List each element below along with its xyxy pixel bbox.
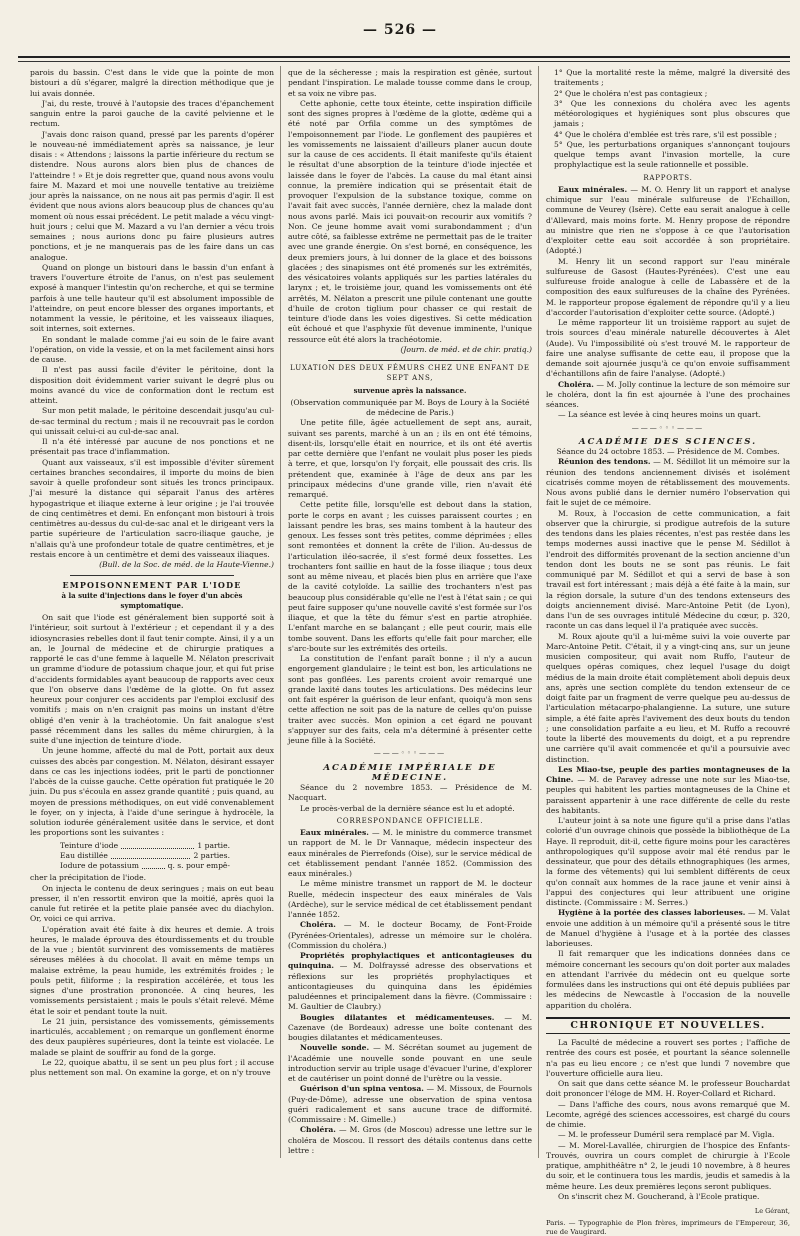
paragraph: — Dans l'affiche des cours, nous avons remarqué que M. Lecomte, agrégé des sciences accessoires, est chargé du cours de chimie.: [546, 1099, 790, 1129]
section-title-chronique: CHRONIQUE ET NOUVELLES.: [546, 1017, 790, 1034]
column-1: [30, 68, 274, 1158]
paragraph: que de la sécheresse ; mais la respiration est gênée, surtout pendant l'inspiration. Le malade tousse comme dans le croup, et sa voix ne vibre pas.: [288, 68, 532, 98]
report-item: Hygiène à la portée des classes laborieuses. — M. Valat envoie une addition à un mémoire qu'il a présenté sous le titre de Manuel d'hygiène à l'usage et à la portée des classes laborieuses.: [546, 908, 791, 948]
paragraph: — M. Morel-Lavallée, chirurgien de l'hospice des Enfants-Trouvés, ouvrira un cours complet de chirurgie à l'Ecole pratique, amphithéâtre n° 2, le jeudi 10 novembre, à 8 heures du soir, et le continuera tous les mardis, jeudis et samedis à la même heure. Les deux premières leçons seront publiques.: [546, 1140, 790, 1191]
paragraph: parois du bassin. C'est dans le vide que la pointe de mon bistouri a dû s'égarer, malgré la direction méthodique que je lui avais donnée.: [30, 68, 274, 98]
list-item: 3° Que les connexions du choléra avec les agents météorologiques et hygiéniques sont plus obscures que jamais ;: [554, 98, 790, 129]
report-item: M. Henry lit un second rapport sur l'eau minérale sulfureuse de Gasost (Hautes-Pyrénées). C'est une eau sulfureuse froide analogue à celle de Labassère et de la composition des eaux sulfureuses de la chaîne des Pyrénées. M. le rapporteur propose également de répondre qu'il y a lieu d'accorder l'autorisation d'exploiter cette source. (Adopté.): [546, 256, 790, 317]
correspondance-title: CORRESPONDANCE OFFICIELLE.: [336, 816, 484, 825]
list-item: 4° Que le choléra d'emblée est très rare, s'il est possible ;: [554, 129, 777, 139]
seance-line: Séance du 2 novembre 1853. — Présidence de M. Nacquart.: [288, 783, 532, 803]
paragraph: cher la précipitation de l'iode.: [30, 873, 146, 883]
paragraph: Un jeune homme, affecté du mal de Pott, portait aux deux cuisses des abcès par congestion. M. Nélaton, désirant essayer dans ce cas les injections iodées, prit le parti de ponctionner l'abcès de la cuisse gauche. Cette opération fut pratiquée le 20 juin. Du pus s'écoula en assez grande quantité ; puis quand, au moyen de pressions méthodiques, on eut vidé convenablement le foyer, on y injecta, à l'aide d'une seringue à hydrocèle, la solution iodurée généralement usitée dans le service, et dont les proportions sont les suivantes :: [30, 746, 274, 838]
list-item: 5° Que, les perturbations organiques s'annonçant toujours quelque temps avant l'invasion mortelle, la cure prophylactique est la seule rationnelle et possible.: [554, 139, 790, 170]
paragraph: — M. le professeur Duméril sera remplacé par M. Vigla.: [558, 1130, 775, 1140]
list-item: 2° Que le choléra n'est pas contagieux ;: [554, 88, 708, 98]
report-item: L'auteur joint à sa note une figure qu'il a prise dans l'atlas colorié d'un ouvrage chinois que possède la bibliothèque de La Haye. Il reproduit, dit-il, cette figure moins pour les caractères anthropologiques qu'il suppose avoir mal été rendus par le dessinateur, que pour des détails ethnographiques (les armes, la forme des vêtements) qui lui semblent différents de ceux qu'on connaît aux hommes de la race jaune et venir ainsi à l'appui des conjectures qui leur attribuent une origine distincte. (Commissaire : M. Serres.): [546, 816, 790, 907]
section-title-academie-sciences: ACADÉMIE DES SCIENCES.: [578, 436, 758, 447]
recipe-list: [60, 841, 274, 872]
report-item: Bougies dilatantes et médicamenteuses. — M. Cazenave (de Bordeaux) adresse une boîte contenant des bougies dilatantes et médicamenteuses.: [288, 1012, 532, 1042]
paragraph: Il n'est pas aussi facile d'éviter le péritoine, dont la disposition doit évidemment varier suivant le degré plus ou moins avancé du vice de conformation dont le rectum est atteint.: [30, 365, 274, 405]
column-divider: [538, 66, 539, 1158]
paragraph: Le 22, quoique abattu, il se sent un peu plus fort ; il accuse plus nettement son mal. On examine la gorge, et on n'y trouve: [30, 1057, 274, 1077]
section-title-academie-medecine: ACADÉMIE IMPÉRIALE DE MÉDECINE.: [323, 762, 497, 783]
report-item: Nouvelle sonde. — M. Sécrétan soumet au jugement de l'Académie une nouvelle sonde pouvant en une seule introduction servir au triple usage d'évacuer l'urine, d'explorer et de cautériser un point donné de l'urètre ou la vessie.: [288, 1043, 532, 1083]
paragraph: On sait que l'iode est généralement bien supporté soit à l'intérieur, soit surtout à l'extérieur ; et cependant il y a des idiosyncrasies rebelles dont il faut tenir compte. Ainsi, il y a un an, le Journal de médecine et de chirurgie pratiques a rapporté le cas d'une femme à laquelle M. Nélaton prescrivait un gramme d'iodure de potassium chaque jour, et qui fut prise d'accidents formidables ayant beaucoup de rapports avec ceux que l'on observe dans l'œdème de la glotte. On fut assez heureux pour conjurer ces accidents par l'emploi exclusif des vomitifs ; mais on n'en craignit pas moins un instant d'être obligé d'en venir à la trachéotomie. Un fait analogue s'est passé récemment dans les salles du même chirurgien, à la suite d'une injection de teinture d'iode.: [30, 613, 274, 745]
paragraph: Cette aphonie, cette toux éteinte, cette inspiration difficile sont des signes propres à l'œdème de la glotte, œdème qui a été noté par Orfila comme un des symptômes de l'empoisonnement par l'iode. Le gonflement des paupières et les vomissements ne laissaient d'ailleurs planer aucun doute sur la cause de ces accidents. Il était manifeste qu'ils étaient le résultat d'une absorption de la teinture d'iode injectée et laissée dans le foyer de l'abcès. La cause du mal étant ainsi connue, la première indication qui se présentait était de provoquer l'expulsion de la substance toxique, comme on l'avait fait avec succès, l'année dernière, chez la malade dont nous avons parlé. Mais ici pouvait-on recourir aux vomitifs ? Non. Ce jeune homme avait vomi surabondamment ; d'un autre côté, sa faiblesse extrême ne permettait pas de le traiter avec une grande énergie. On s'est borné, en conséquence, les deux premiers jours, à lui donner de la glace et des boissons glacées ; des sinapismes ont été promenés sur les extrémités, des vésicatoires volants appliqués sur les parties latérales du larynx ; et, le troisième jour, quand les vomissements ont été arrêtés, M. Nélaton a prescrit une pilule contenant une goutte d'huile de croton tiglium pour chasser ce qui restait de teinture d'iode dans les voies digestives. Si cette médication eût échoué et que l'asphyxie fût devenue imminente, l'unique ressource eût été alors la trachéotomie.: [288, 98, 532, 344]
section-title-iode: EMPOISONNEMENT PAR L'IODE: [62, 580, 242, 591]
report-item: Réunion des tendons. — M. Sédillot lit un mémoire sur la réunion des tendons anciennement divisés et isolément cicatrisés comme moyen de rétablissement des mouvements. Nous avons publié dans le dernier numéro l'observation qui fait le sujet de ce mémoire.: [546, 457, 790, 508]
page-header: [0, 22, 800, 46]
paragraph: On s'inscrit chez M. Goucherand, à l'Ecole pratique.: [558, 1191, 760, 1201]
report-item: Les Miao-tse, peuple des parties montagneuses de la Chine. — M. de Paravey adresse une note sur les Miao-tse, peuples qui habitent les parties montagneuses de la Chine et paraissent appartenir à une race différente de celle du reste des habitants.: [546, 764, 790, 815]
page-number: — 526 —: [363, 22, 437, 38]
paragraph: Quand on plonge un bistouri dans le bassin d'un enfant à travers l'ouverture étroite de l'anus, on n'est pas seulement exposé à manquer l'intestin qu'on recherche, et qui se termine parfois à une telle hauteur qu'il est absolument impossible de l'atteindre, on peut encore blesser des organes importants, et notamment la vessie, le péritoine, et les vaisseaux iliaques, soit internes, soit externes.: [30, 262, 274, 334]
section-title-luxation: LUXATION DES DEUX FÉMURS CHEZ UNE ENFANT DE SEPT ANS,: [290, 364, 530, 383]
report-item: Choléra. — M. Gros (de Moscou) adresse une lettre sur le choléra de Moscou. Il ressort des détails contenus dans cette lettre :: [288, 1125, 532, 1155]
paragraph: J'ai, du reste, trouvé à l'autopsie des traces d'épanchement sanguin entre la paroi gauche de la cavité pelvienne et le rectum.: [30, 98, 274, 129]
report-item: Choléra. — M. le docteur Bocamy, de Font-Froide (Pyrénées-Orientales), adresse un mémoire sur le choléra. (Commission du choléra.): [288, 920, 533, 950]
recipe-row: Eau distillée 2 parties.: [60, 850, 230, 860]
recipe-row: Iodure de potassium q. s. pour empê-: [60, 861, 230, 870]
header-rule-thin: [18, 61, 790, 62]
section-divider: [328, 360, 492, 361]
recipe-row: Teinture d'iode 1 partie.: [60, 840, 230, 850]
section-divider: [70, 575, 234, 576]
report-item: Le même rapporteur lit un troisième rapport au sujet de trois sources d'eau minérale naturelle découvertes à Alet (Aude). Vu l'impossibilité où s'est trouvé M. le rapporteur de faire une analyse suffisante de cette eau, il propose que la demande soit ajournée jusqu'à ce qu'on envoie suffisamment d'échantillons afin de faire l'analyse. (Adopté.): [546, 318, 790, 379]
ornament-divider: ———◦◦◦———: [373, 749, 447, 758]
paragraph: Il n'a été intéressé par aucune de nos ponctions et ne présentait pas trace d'inflammation.: [30, 437, 274, 457]
column-divider: [280, 66, 281, 1158]
paragraph: En sondant le malade comme j'ai eu soin de le faire avant l'opération, on vide la vessie, et on la met facilement ainsi hors de cause.: [30, 334, 274, 364]
paragraph: On injecta le contenu de deux seringues ; mais on eut beau presser, il n'en ressortit environ que la moitié, après quoi la canule fut retirée et la petite plaie pansée avec du diachylon. Or, voici ce qui arriva.: [30, 883, 274, 924]
report-item: Propriétés prophylactiques et anticontagieuses du quinquina. — M. Dolfrayssé adresse des observations et réflexions sur les propriétés prophylactiques et anticontagieuses du quinquina dans les épidémies paludéennes et principalement dans la fièvre. (Commissaire : M. Gaultier de Claubry.): [288, 951, 532, 1012]
rapports-title: RAPPORTS.: [643, 173, 693, 182]
report-item: Eaux minérales. — M. O. Henry lit un rapport et analyse chimique sur l'eau minérale sulfureuse de l'Echaillon, commune de Veurey (Isère). Cette eau serait analogue à celle d'Allevard, mais moins forte. M. Henry propose de répondre au ministre que rien ne s'oppose à ce que l'autorisation d'exploiter cette eau soit accordée à son propriétaire. (Adopté.): [546, 184, 791, 256]
gerant-label: Le Gérant,: [754, 1207, 790, 1215]
report-item: Guérison d'un spina ventosa. — M. Missoux, de Fournols (Puy-de-Dôme), adresse une observation de spina ventosa guéri radicalement et sans aucune trace de difformité. (Commissaire : M. Gimelle.): [288, 1084, 533, 1124]
source-citation: (Journ. de méd. et de chir. pratiq.): [400, 344, 532, 354]
paragraph: La constitution de l'enfant paraît bonne ; il n'y a aucun engorgement glandulaire ; le teint est bon, les articulations ne sont pas gonflées. Les parents croient avoir remarqué une grande laxité dans toutes les articulations. Des médecins leur ont fait espérer la guérison de leur enfant, quoiqu'à mon sens cette affection ne soit pas de la nature de celles qu'on puisse traiter avec succès. Mon opinion a cet égard ne pouvant s'appuyer sur des faits, cela m'a déterminé à présenter cette jeune fille à la Société.: [288, 654, 532, 745]
report-item: Le même ministre transmet un rapport de M. le docteur Ruelle, médecin inspecteur des eaux minérales de Vals (Ardèche), sur le service médical de cet établissement pendant l'année 1852.: [288, 879, 532, 919]
paragraph: Une petite fille, âgée actuellement de sept ans, aurait, suivant ses parents, marché à un an ; ils en ont été témoins, disent-ils, lorsqu'elle était en nourrice, et ils ont été avertis par cette dernière que l'enfant ne voulait plus poser les pieds à terre, et que, lorsqu'on l'y forçait, elle poussait des cris. Ils prétendent que, examinée à l'âge de deux ans par les principaux médecins d'une grande ville, rien n'avait été remarqué.: [288, 418, 532, 499]
section-subtitle-luxation: survenue après la naissance.: [353, 385, 467, 395]
paragraph: L'opération avait été faite à dix heures et demie. A trois heures, le malade éprouva des étourdissements et du trouble de la vue ; bientôt survinrent des vomissements de matières séreuses mêlées à du chocolat. Il avait en même temps un malaise extrême, la peau humide, les extrémités froides ; le pouls petit, filiforme ; la respiration accélérée, et tous les signes d'une prostration prononcée. A cinq heures, les vomissements persistaient ; mais le pouls s'était relevé. Même état le soir et pendant toute la nuit.: [30, 924, 274, 1016]
paragraph: Cette petite fille, lorsqu'elle est debout dans la station, porte le corps en avant ; les cuisses paraissent courtes ; en laissant pendre les bras, ses mains tombent à la hauteur des genoux. Les fesses sont très petites, comme déprimées ; elles sont remontées et donnent la crête de l'ilion. Au-dessus de l'articulation iléo-sacrée, il s'est formé deux fossettes. Les trochanters font saillie en haut de la fosse iliaque ; tous deux sont au même niveau, et placés bien plus en arrière que l'axe de la cavité cotyloïde. La saillie des trochanters n'est pas beaucoup plus considérable qu'elle ne l'est à l'état sain ; ce qui peut faire supposer qu'une nouvelle cavité s'est formée sur l'os iliaque, et que la tête du fémur s'est en partie atrophiée. L'enfant marche en se balançant ; elle peut courir, mais elle tombe souvent. Dans les efforts qu'elle fait pour marcher, elle s'arc-boute sur les extrémités des orteils.: [288, 500, 532, 653]
paragraph: Le procès-verbal de la dernière séance est lu et adopté.: [300, 803, 515, 813]
list-item: 1° Que la mortalité reste la même, malgré la diversité des traitements ;: [554, 68, 790, 88]
column-3: [546, 68, 791, 1236]
report-item: Il fait remarquer que les indications données dans ce mémoire concernant les secours qu'on doit porter aux malades en attendant l'arrivée du médecin ont eu quelque sorte formulées dans les instructions qui ont été depuis publiées par les médecins de Newcastle à l'occasion de la nouvelle apparition du choléra.: [546, 949, 790, 1010]
printer-imprint: Paris. — Typographie de Plon frères, imprimeurs de l'Empereur, 36, rue de Vaugirard.: [546, 1219, 790, 1236]
header-rule: [18, 56, 790, 58]
paragraph: J'avais donc raison quand, pressé par les parents d'opérer le nouveau-né immédiatement après sa naissance, je leur disais : « Attendons ; laissons la partie inférieure du rectum se distendre. Nous aurons alors bien plus de chances de l'atteindre ! » Et je dois regretter que, quand nous avons voulu faire M. Mazard et moi une nouvelle tentative au treizième jour après la naissance, on ne nous ait pas permis d'agir. Il est évident que nous avions alors beaucoup plus de chances qu'au moment où nous essai précédent. Le petit malade a vécu vingt-huit jours ; celui que M. Mazard a vu l'an dernier a vécu trois semaines ; nous aurions donc pu faire plusieurs autres ponctions, et je ne manquerais pas de les faire dans un cas analogue.: [30, 129, 274, 262]
ornament-divider: ———◦◦◦———: [631, 423, 705, 432]
report-item: — La séance est levée à cinq heures moins un quart.: [558, 410, 761, 420]
paragraph: Sur mon petit malade, le péritoine descendait jusqu'au cul-de-sac terminal du rectum ; mais il ne recouvrait pas le cordon qui unissait celui-ci au cul-de-sac anal.: [30, 406, 274, 436]
seance-line: Séance du 24 octobre 1853. — Présidence de M. Combes.: [556, 447, 780, 456]
report-item: M. Roux ajoute qu'il a lui-même suivi la voie ouverte par Marc-Antoine Petit. C'était, il y a vingt-cinq ans, sur un jeune musicien compositeur, qui avait nom Ruffo, l'auteur de quelques opéras comiques, chez lequel l'usage du doigt médius de la main droite était complètement aboli depuis deux ans, après une section complète du tendon extenseur de ce doigt faite par un fragment de verre quelque peu au-dessus de l'articulation métacarpo-phalangienne. La suture, une suture simple, a été faite après l'avivement des deux bouts du tendon ; une consolidation parfaite a eu lieu, et M. Ruffo a recouvré toute la liberté des mouvements du doigt, et a pu reprendre une carrière qu'il avait commencée et qu'il a poursuivie avec distinction.: [546, 631, 790, 764]
paragraph: On sait que dans cette séance M. le professeur Bouchardat doit prononcer l'éloge de MM. H. Royer-Collard et Richard.: [546, 1079, 790, 1099]
paragraph: La Faculté de médecine a rouvert ses portes ; l'affiche de rentrée des cours est posée, et pourtant la séance solennelle n'a pas eu lieu encore ; ce n'est que lundi 7 novembre que l'ouverture officielle aura lieu.: [546, 1038, 790, 1078]
communication-note: (Observation communiquée par M. Boys de Loury à la Société de médecine de Paris.): [290, 397, 530, 417]
report-item: Eaux minérales. — M. le ministre du commerce transmet un rapport de M. le Dr Vannaque, médecin inspecteur des eaux minérales de Pierrefonds (Oise), sur le service médical de cet établissement pendant l'année 1852. (Commission des eaux minérales.): [288, 828, 532, 878]
report-item: Choléra. — M. Jolly continue la lecture de son mémoire sur le choléra, dont la fin est ajournée à l'une des prochaines séances.: [546, 379, 791, 409]
paragraph: Le 21 juin, persistance des vomissements, gémissements inarticulés, accablement ; on remarque un gonflement énorme des deux paupières supérieures, dont la teinte est violacée. Le malade se plaint de souffrir au fond de la gorge.: [30, 1016, 274, 1057]
report-item: M. Roux, à l'occasion de cette communication, a fait observer que la chirurgie, si prodigue autrefois de la suture des tendons dans les plaies récentes, n'est pas restée dans les temps modernes aussi inactive que le pense M. Sédillot à l'endroit des difformités provenant de la section ancienne d'un tendon dont les bouts ne se sont pas réunis. Le fait communiqué par M. Sédillot et qui a servi de base à son travail est fort intéressant ; mais déjà a été faite à la main, sur la région dorsale, la suture d'un des tendons extenseurs des doigts anciennement divisé. Marc-Antoine Petit (de Lyon), dans l'un de ses ouvrages intitulé Médecine du cœur, p. 320, raconte un cas dans lequel il l'a pratiquée avec succès.: [546, 508, 790, 631]
section-subtitle-iode: à la suite d'injections dans le foyer d'un abcès symptomatique.: [61, 590, 243, 610]
source-citation: (Bull. de la Soc. de méd. de la Haute-Vienne.): [99, 560, 274, 569]
column-2: [288, 68, 532, 1158]
paragraph: Quant aux vaisseaux, s'il est impossible d'éviter sûrement certaines branches secondaires, il importe du moins de bien savoir à quelle profondeur sont situés les troncs principaux. J'ai mesuré la distance qui séparait l'anus des artères hypogastrique et iliaque externe à leur origine ; je l'ai trouvée de cinq centimètres et demi. En enfonçant mon bistouri à trois centimètres au-dessus du cul-de-sac anal et le dirigeant vers la partie supérieure de l'articulation sacro-iliaque gauche, je n'allais qu'à une profondeur totale de quatre centimètres, et je restais encore à un centimètre et demi des vaisseaux iliaques.: [30, 457, 274, 559]
